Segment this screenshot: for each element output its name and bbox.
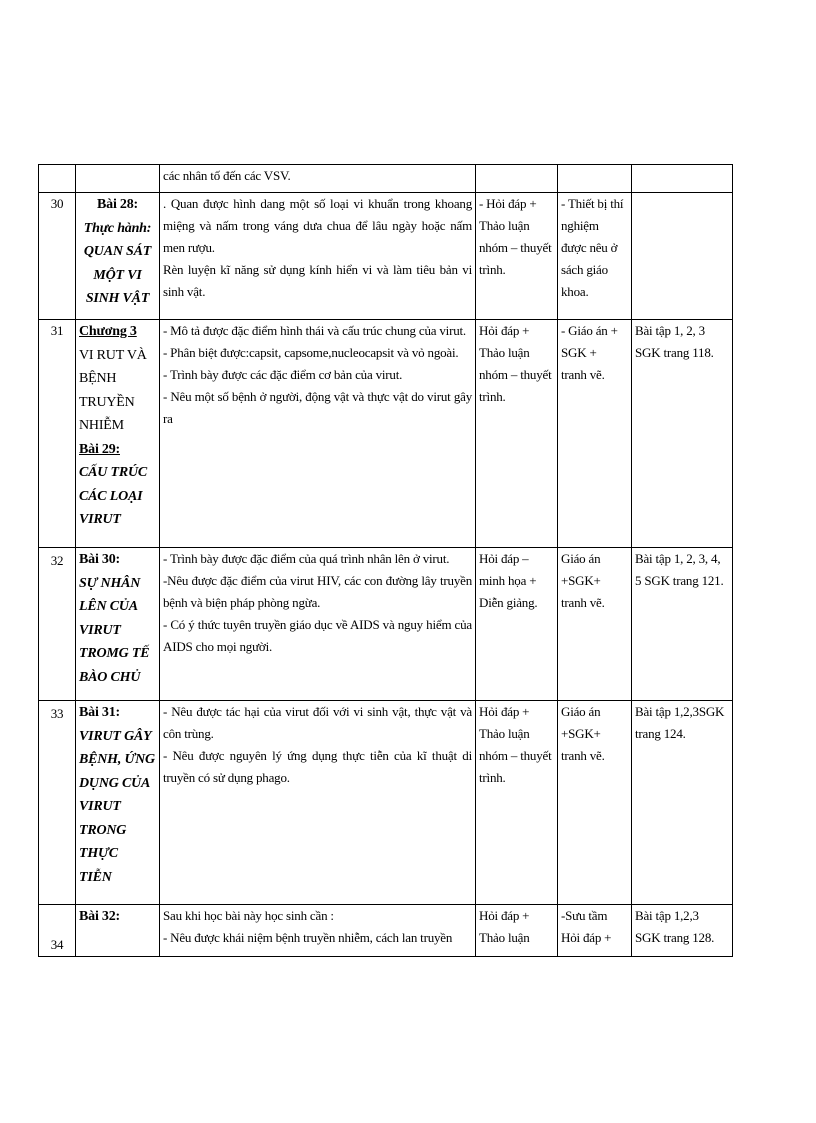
objectives-cell — [160, 320, 476, 548]
prep-line: Giáo án — [561, 551, 601, 566]
objective-line: Rèn luyện kĩ năng sử dụng kính hiển vi và làm tiêu bản vi sinh vật. — [163, 262, 472, 299]
prep-cell — [558, 701, 632, 905]
prep-cell — [558, 320, 632, 548]
lesson-title-line: BỆNH, ỨNG — [79, 752, 155, 767]
lesson-label: Bài 31: — [79, 705, 120, 720]
objective-line: - Có ý thức tuyên truyền giáo dục về AIDS và nguy hiểm của AIDS cho mọi người. — [163, 617, 472, 654]
prep-line: tranh vẽ. — [561, 595, 605, 610]
lesson-label: Bài 30: — [79, 552, 120, 567]
homework-line: Bài tập 1, 2, 3 — [635, 323, 705, 338]
method-line: minh họa + — [479, 573, 537, 588]
objective-line: - Nêu được nguyên lý ứng dụng thực tiễn của kĩ thuật di truyền có sử dụng phago. — [163, 748, 472, 785]
row-number: 31 — [39, 320, 76, 548]
table-row — [39, 165, 733, 193]
method-line: Thảo luận — [479, 930, 530, 945]
lesson-title-line: TIỄN — [79, 869, 112, 885]
objective-line: -Nêu được đặc điểm của virut HIV, các con đường lây truyền bệnh và biện pháp phòng ngừa. — [163, 573, 472, 610]
method-line: Hỏi đáp – — [479, 551, 529, 566]
row-number: 33 — [39, 701, 76, 905]
homework-cell — [632, 193, 733, 320]
homework-line: Bài tập 1,2,3 — [635, 908, 699, 923]
lesson-title-line: CÁC LOẠI — [79, 488, 143, 504]
method-line: trình. — [479, 389, 506, 404]
prep-line: tranh vẽ. — [561, 367, 605, 382]
lesson-title-line: VIRUT — [79, 622, 121, 638]
row-number — [39, 165, 76, 193]
lesson-cell — [76, 548, 160, 701]
chapter-label: Chương 3 — [79, 324, 137, 339]
prep-line: tranh vẽ. — [561, 748, 605, 763]
method-line: Hỏi đáp + — [479, 323, 530, 338]
method-cell — [476, 548, 558, 701]
method-cell — [476, 905, 558, 957]
homework-cell — [632, 548, 733, 701]
method-line: Hỏi đáp + — [479, 704, 530, 719]
lesson-cell — [76, 193, 160, 320]
lesson-title-line: VIRUT — [79, 799, 121, 814]
method-line: Thảo luận — [479, 726, 530, 741]
lesson-title-line: MỘT VI — [93, 267, 142, 283]
objective-line: Sau khi học bài này học sinh cần : — [163, 908, 334, 923]
prep-line: -Sưu tầm — [561, 908, 608, 923]
row-number: 34 — [39, 905, 76, 957]
homework-cell — [632, 320, 733, 548]
prep-line: - Giáo án + — [561, 323, 618, 338]
method-line: Thảo luận — [479, 345, 530, 360]
objectives-cell — [160, 905, 476, 957]
row-number: 32 — [39, 548, 76, 701]
method-line: - Hỏi đáp + — [479, 196, 537, 211]
objective-line: - Mô tả được đặc điểm hình thái và cấu trúc chung của virut. — [163, 323, 466, 338]
objective-line: - Trình bày được các đặc điểm cơ bản của virut. — [163, 367, 403, 382]
prep-line: Hỏi đáp + — [561, 930, 612, 945]
method-line: Hỏi đáp + — [479, 908, 530, 923]
lesson-title-line: VIRUT GÂY — [79, 728, 152, 744]
objectives-cell — [160, 701, 476, 905]
lesson-title-line: SINH VẬT — [85, 291, 150, 306]
chapter-title-line: VI RUT VÀ — [79, 347, 147, 363]
prep-line: - Thiết bị thí — [561, 196, 624, 211]
lesson-title-line: BÀO CHỦ — [79, 669, 141, 685]
lesson-label: Bài 29: — [79, 441, 120, 457]
method-line: Diễn giảng. — [479, 595, 538, 610]
objective-line: - Nêu được tác hại của virut đối với vi sinh vật, thực vật và côn trùng. — [163, 704, 472, 741]
lesson-title-line: LÊN CỦA — [79, 599, 138, 614]
homework-line: trang 124. — [635, 726, 686, 741]
lesson-title-line: TRONG — [79, 822, 127, 838]
homework-line: SGK trang 128. — [635, 930, 715, 945]
objective-line: - Trình bày được đặc điểm của quá trình nhân lên ở virut. — [163, 551, 450, 566]
prep-cell — [558, 548, 632, 701]
prep-line: Giáo án — [561, 704, 601, 719]
homework-line: SGK trang 118. — [635, 345, 714, 360]
table-row — [39, 193, 733, 320]
homework-cell — [632, 701, 733, 905]
chapter-title-line: BỆNH — [79, 371, 117, 386]
method-line: Thảo luận — [479, 218, 530, 233]
method-cell — [476, 701, 558, 905]
lesson-label: Bài 32: — [79, 909, 120, 924]
table-row — [39, 548, 733, 701]
lesson-title-line: SỰ NHÂN — [79, 575, 141, 591]
prep-line: SGK + — [561, 345, 597, 360]
method-line: trình. — [479, 770, 506, 785]
lesson-plan-table — [38, 164, 733, 957]
prep-line: +SGK+ — [561, 573, 601, 588]
lesson-cell — [76, 165, 160, 193]
method-line: nhóm – thuyết — [479, 240, 552, 255]
table-row — [39, 320, 733, 548]
objectives-cell — [160, 193, 476, 320]
lesson-title-line: TROMG TẾ — [79, 646, 150, 661]
table-row — [39, 701, 733, 905]
table-row — [39, 905, 733, 957]
lesson-title-line: CẤU TRÚC — [79, 465, 148, 480]
objective-line: . Quan được hình dang một số loại vi khuẩn trong khoang miệng và nấm trong váng dưa chua để lâu ngày hoặc nấm men rượu. — [163, 196, 472, 255]
method-cell — [476, 165, 558, 193]
homework-line: 5 SGK trang 121. — [635, 573, 724, 588]
objective-line: - Nêu được khái niệm bệnh truyền nhiễm, cách lan truyền — [163, 930, 453, 945]
lesson-title-line: DỤNG CỦA — [79, 775, 151, 791]
prep-cell — [558, 193, 632, 320]
method-line: nhóm – thuyết — [479, 367, 552, 382]
prep-cell — [558, 905, 632, 957]
method-cell — [476, 193, 558, 320]
prep-line: +SGK+ — [561, 726, 601, 741]
prep-line: được nêu ở — [561, 240, 618, 255]
chapter-title-line: NHIỄM — [79, 418, 124, 433]
method-line: trình. — [479, 262, 506, 277]
objective-line: - Nêu một số bệnh ở người, động vật và thực vật do virut gây ra — [163, 389, 472, 426]
homework-line: Bài tập 1, 2, 3, 4, — [635, 551, 721, 566]
prep-cell — [558, 165, 632, 193]
lesson-title-line: QUAN SÁT — [83, 244, 152, 259]
homework-line: Bài tập 1,2,3SGK — [635, 704, 725, 719]
objectives-cell — [160, 548, 476, 701]
lesson-title-line: THỰC — [79, 846, 118, 861]
objectives-cell — [160, 165, 476, 193]
homework-cell — [632, 165, 733, 193]
lesson-label: Bài 28: — [97, 197, 138, 212]
lesson-cell — [76, 905, 160, 957]
prep-line: khoa. — [561, 284, 589, 299]
lesson-title-line: Thực hành: — [83, 220, 152, 236]
prep-line: sách giáo — [561, 262, 608, 277]
method-line: nhóm – thuyết — [479, 748, 552, 763]
objective-line: - Phân biệt được:capsit, capsome,nucleocapsit và vỏ ngoài. — [163, 345, 459, 360]
homework-cell — [632, 905, 733, 957]
row-number: 30 — [39, 193, 76, 320]
objective-line: các nhân tố đến các VSV. — [163, 168, 291, 183]
lesson-cell — [76, 320, 160, 548]
prep-line: nghiệm — [561, 218, 599, 233]
lesson-cell — [76, 701, 160, 905]
lesson-title-line: VIRUT — [79, 512, 121, 527]
method-cell — [476, 320, 558, 548]
chapter-title-line: TRUYỀN — [79, 394, 135, 410]
